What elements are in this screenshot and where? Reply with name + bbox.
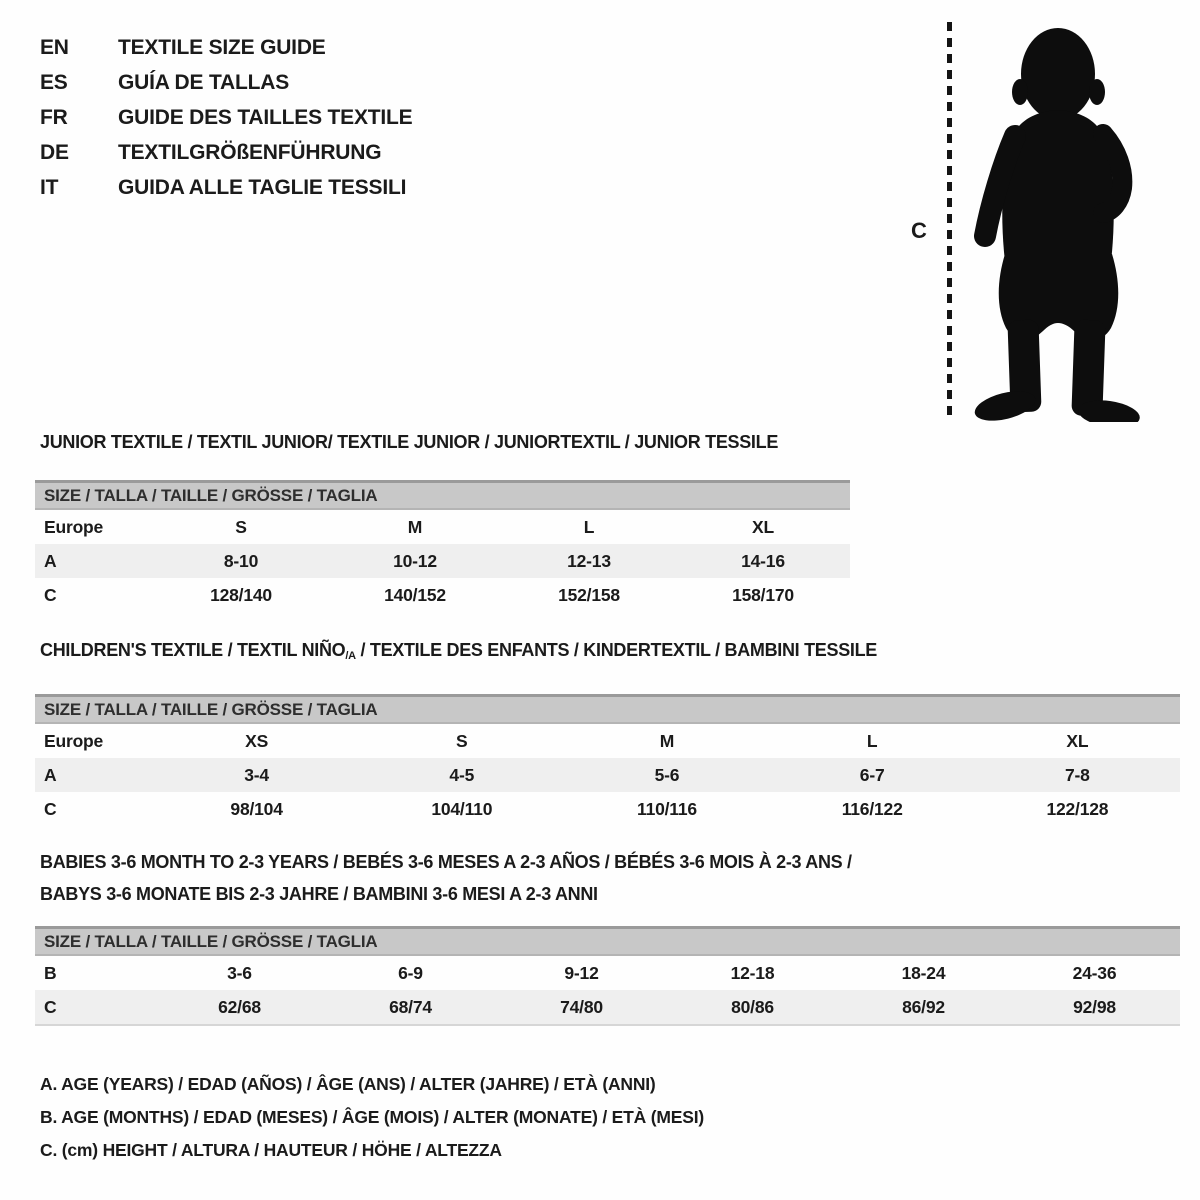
- babies-title-line2: BABYS 3-6 MONATE BIS 2-3 JAHRE / BAMBINI 3-6 MESI A 2-3 ANNI: [40, 884, 598, 904]
- size-cell: L: [583, 516, 595, 537]
- row-label: B: [44, 962, 57, 983]
- months-cell: 18-24: [901, 962, 946, 983]
- row-label: Europe: [44, 516, 104, 537]
- language-code-it: IT: [40, 175, 59, 199]
- language-title-de: TEXTILGRÖßENFÜHRUNG: [118, 140, 382, 164]
- age-cell: 8-10: [223, 550, 259, 571]
- junior-height-row: [35, 578, 850, 612]
- babies-section: [35, 846, 1180, 1026]
- junior-section-title: JUNIOR TEXTILE / TEXTIL JUNIOR/ TEXTILE JUNIOR / JUNIORTEXTIL / JUNIOR TESSILE: [40, 432, 779, 452]
- height-cell: 86/92: [902, 996, 945, 1017]
- babies-size-table: [35, 956, 1180, 1026]
- language-header: [40, 30, 412, 205]
- children-section-title: [35, 638, 1180, 668]
- height-cell: 98/104: [230, 798, 283, 819]
- babies-height-row: [35, 990, 1180, 1025]
- row-label: A: [44, 764, 57, 785]
- children-title-sub: /A: [345, 650, 356, 662]
- children-section: [35, 638, 1180, 826]
- height-figure: [903, 20, 1158, 422]
- age-cell: 12-13: [567, 550, 611, 571]
- months-cell: 3-6: [227, 962, 252, 983]
- height-cell: 62/68: [218, 996, 261, 1017]
- children-title-pre: CHILDREN'S TEXTILE / TEXTIL NIÑO: [40, 640, 346, 660]
- legend-height-cm: C. (cm) HEIGHT / ALTURA / HAUTEUR / HÖHE / ALTEZZA: [40, 1140, 502, 1160]
- language-code-fr: FR: [40, 105, 68, 129]
- height-cell: 158/170: [732, 584, 794, 605]
- months-cell: 6-9: [398, 962, 423, 983]
- height-cell: 104/110: [431, 798, 493, 819]
- language-title-fr: GUIDE DES TAILLES TEXTILE: [118, 105, 413, 129]
- height-cell: 116/122: [841, 798, 903, 819]
- legend-age-years: A. AGE (YEARS) / EDAD (AÑOS) / ÂGE (ANS) / ALTER (JAHRE) / ETÀ (ANNI): [40, 1074, 656, 1094]
- height-cell: 152/158: [558, 584, 620, 605]
- size-cell: M: [659, 730, 675, 751]
- row-label: Europe: [44, 730, 104, 751]
- months-cell: 24-36: [1072, 962, 1117, 983]
- children-size-table: [35, 724, 1180, 826]
- size-cell: M: [407, 516, 423, 537]
- age-cell: 6-7: [859, 764, 885, 785]
- months-cell: 9-12: [564, 962, 599, 983]
- language-code-es: ES: [40, 70, 68, 94]
- children-title-post: / TEXTILE DES ENFANTS / KINDERTEXTIL / BAMBINI TESSILE: [355, 640, 877, 660]
- row-label: C: [44, 798, 57, 819]
- language-row-es: [40, 65, 412, 100]
- children-size-header-bar: SIZE / TALLA / TAILLE / GRÖSSE / TAGLIA: [35, 694, 1180, 724]
- size-cell: L: [866, 730, 878, 751]
- babies-months-row: [35, 956, 1180, 990]
- height-dashed-line: [947, 22, 952, 416]
- age-cell: 4-5: [449, 764, 475, 785]
- age-cell: 10-12: [393, 550, 437, 571]
- age-cell: 7-8: [1065, 764, 1090, 785]
- months-cell: 12-18: [730, 962, 775, 983]
- language-row-it: [40, 170, 412, 205]
- babies-section-title: [35, 846, 1180, 910]
- language-code-de: DE: [40, 140, 69, 164]
- language-row-en: [40, 30, 412, 65]
- babies-title-line1: BABIES 3-6 MONTH TO 2-3 YEARS / BEBÉS 3-6 MESES A 2-3 AÑOS / BÉBÉS 3-6 MOIS À 2-3 ANS /: [40, 852, 852, 872]
- size-cell: XS: [245, 730, 269, 751]
- language-row-de: [40, 135, 412, 170]
- junior-europe-row: [35, 510, 850, 544]
- language-code-en: EN: [40, 35, 69, 59]
- junior-size-header-bar: SIZE / TALLA / TAILLE / GRÖSSE / TAGLIA: [35, 480, 850, 510]
- row-label: C: [44, 996, 57, 1017]
- size-cell: S: [456, 730, 468, 751]
- height-cell: 128/140: [210, 584, 272, 605]
- junior-age-row: [35, 544, 850, 578]
- height-cell: 122/128: [1046, 798, 1109, 819]
- height-cell: 110/116: [637, 798, 697, 819]
- toddler-silhouette-icon: [961, 22, 1151, 422]
- age-cell: 14-16: [741, 550, 785, 571]
- height-cell: 80/86: [731, 996, 774, 1017]
- size-cell: XL: [752, 516, 774, 537]
- language-title-en: TEXTILE SIZE GUIDE: [118, 35, 326, 59]
- age-cell: 5-6: [654, 764, 680, 785]
- language-row-fr: [40, 100, 412, 135]
- height-cell: 68/74: [389, 996, 432, 1017]
- children-height-row: [35, 792, 1180, 826]
- height-cell: 140/152: [384, 584, 446, 605]
- legend: [40, 1068, 704, 1167]
- language-title-es: GUÍA DE TALLAS: [118, 70, 290, 94]
- row-label: C: [44, 584, 57, 605]
- junior-size-table: [35, 510, 850, 612]
- age-cell: 3-4: [244, 764, 269, 785]
- size-cell: XL: [1066, 730, 1089, 751]
- height-cell: 74/80: [560, 996, 603, 1017]
- babies-size-header-bar: SIZE / TALLA / TAILLE / GRÖSSE / TAGLIA: [35, 926, 1180, 956]
- children-europe-row: [35, 724, 1180, 758]
- row-label: A: [44, 550, 57, 571]
- legend-age-months: B. AGE (MONTHS) / EDAD (MESES) / ÂGE (MOIS) / ALTER (MONATE) / ETÀ (MESI): [40, 1107, 704, 1127]
- children-age-row: [35, 758, 1180, 792]
- size-cell: S: [235, 516, 247, 537]
- height-measure-label: C: [911, 218, 927, 243]
- height-cell: 92/98: [1073, 996, 1116, 1017]
- language-title-it: GUIDA ALLE TAGLIE TESSILI: [118, 175, 407, 199]
- junior-section: [35, 430, 850, 612]
